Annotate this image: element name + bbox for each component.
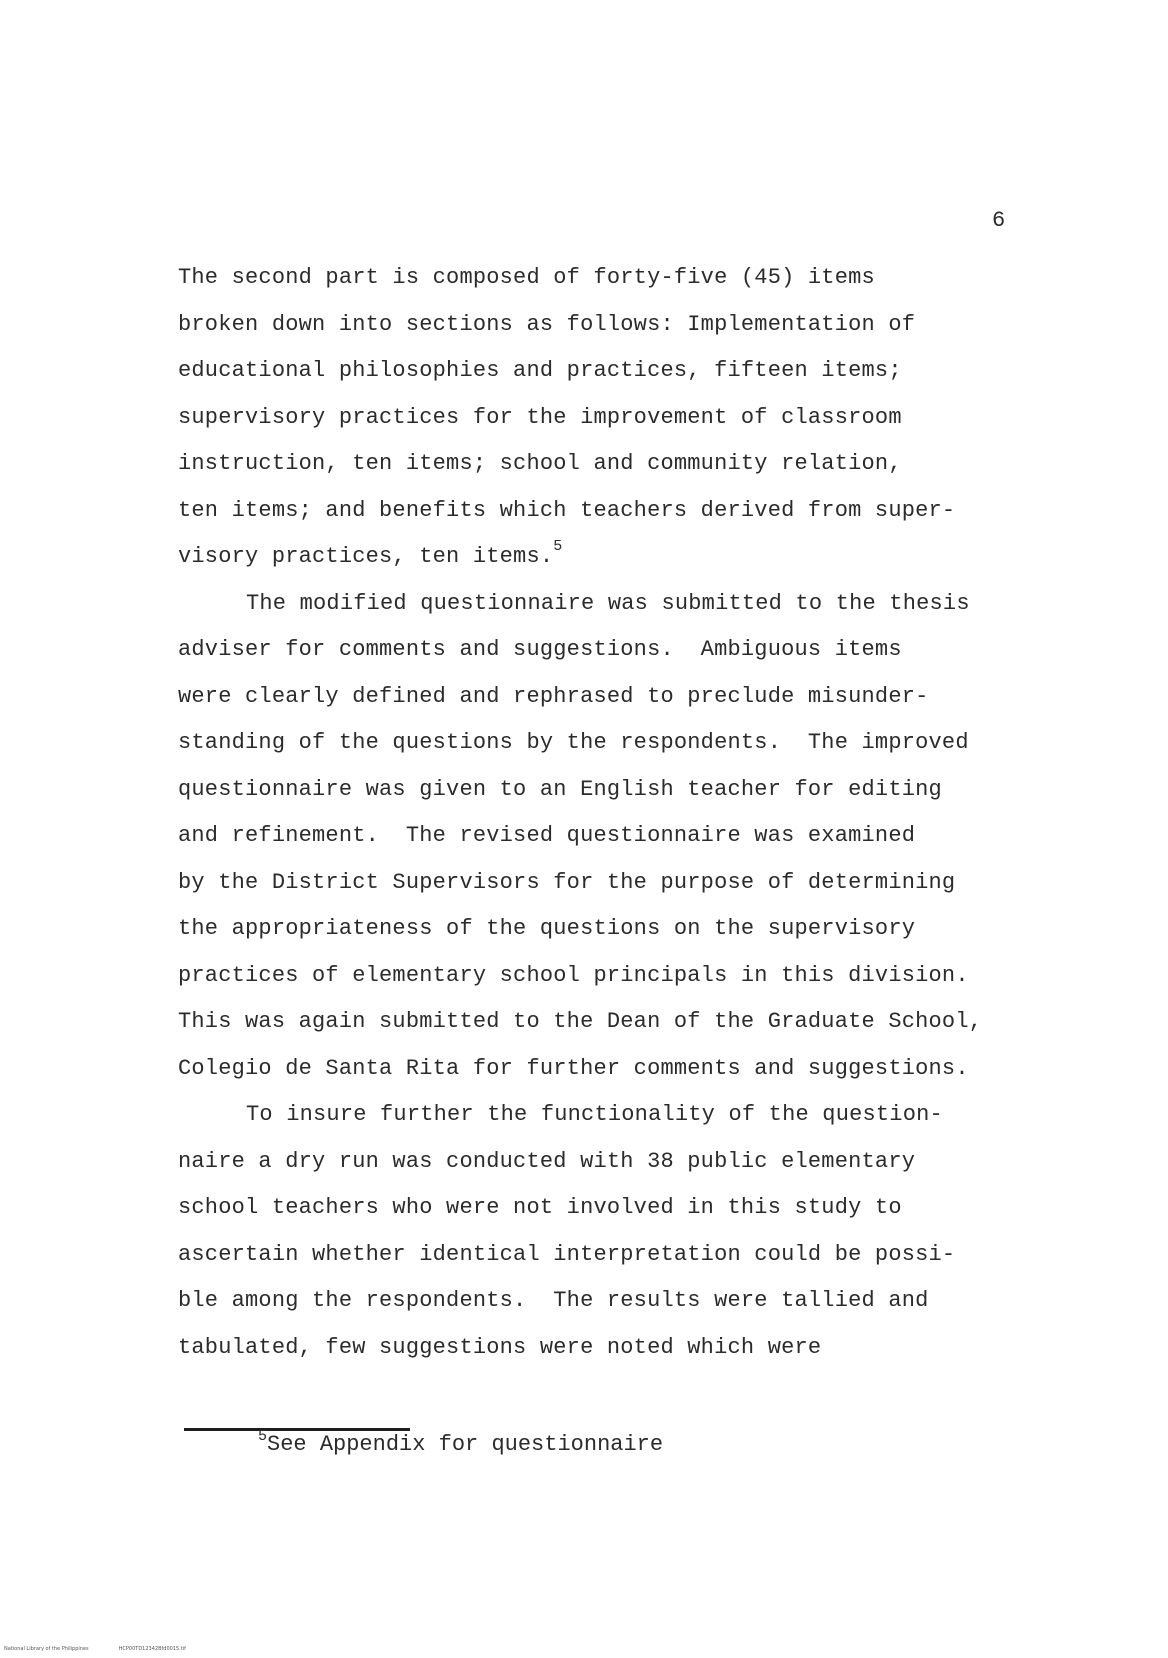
text-line: naire a dry run was conducted with 38 public elementary — [178, 1148, 916, 1174]
text-line: ten items; and benefits which teachers derived from super- — [178, 497, 956, 523]
text-line: supervisory practices for the improvement of classroom — [178, 404, 902, 430]
text-line: This was again submitted to the Dean of the Graduate School, — [178, 1009, 983, 1034]
text-line: The modified questionnaire was submitted to the thesis — [246, 590, 970, 616]
text-line: ble among the respondents. The results were tallied and — [178, 1288, 929, 1313]
text-line: ascertain whether identical interpretation could be possi- — [178, 1241, 956, 1267]
text-line-with-footnote — [178, 534, 1048, 581]
footnote-marker: 5 — [258, 1428, 268, 1445]
text-line: tabulated, few suggestions were noted which were — [178, 1334, 822, 1360]
footnote-reference: 5 — [553, 538, 563, 555]
text-line: The second part is composed of forty-five (45) items — [178, 265, 875, 290]
text-line: broken down into sections as follows: Implementation of — [178, 311, 916, 337]
text-line: Colegio de Santa Rita for further comments and suggestions. — [178, 1055, 969, 1081]
page-number: 6 — [992, 208, 1006, 233]
text-line: educational philosophies and practices, fifteen items; — [178, 358, 902, 383]
footnote — [258, 1428, 664, 1457]
text-line: standing of the questions by the respondents. The improved — [178, 730, 969, 755]
text-line: visory practices, ten items. — [178, 544, 554, 569]
text-line: practices of elementary school principals in this division. — [178, 962, 969, 988]
text-line: adviser for comments and suggestions. Ambiguous items — [178, 637, 902, 662]
text-line: To insure further the functionality of the question- — [246, 1102, 943, 1127]
text-line: by the District Supervisors for the purpose of determining — [178, 869, 956, 895]
footnote-text: See Appendix for questionnaire — [267, 1432, 664, 1457]
footer-code: HCP00TD12342Bfd0015.tif — [118, 1646, 186, 1652]
text-line: the appropriateness of the questions on the supervisory — [178, 916, 916, 941]
text-line: and refinement. The revised questionnaire was examined — [178, 823, 916, 848]
footer-library: National Library of the Philippines — [4, 1646, 89, 1652]
body-text — [178, 255, 1048, 1371]
text-line: instruction, ten items; school and community relation, — [178, 451, 902, 476]
text-line: school teachers who were not involved in this study to — [178, 1195, 902, 1220]
scan-footer — [4, 1646, 216, 1652]
text-line: were clearly defined and rephrased to preclude misunder- — [178, 683, 929, 709]
footnote-divider — [184, 1428, 410, 1431]
text-line: questionnaire was given to an English teacher for editing — [178, 776, 942, 802]
